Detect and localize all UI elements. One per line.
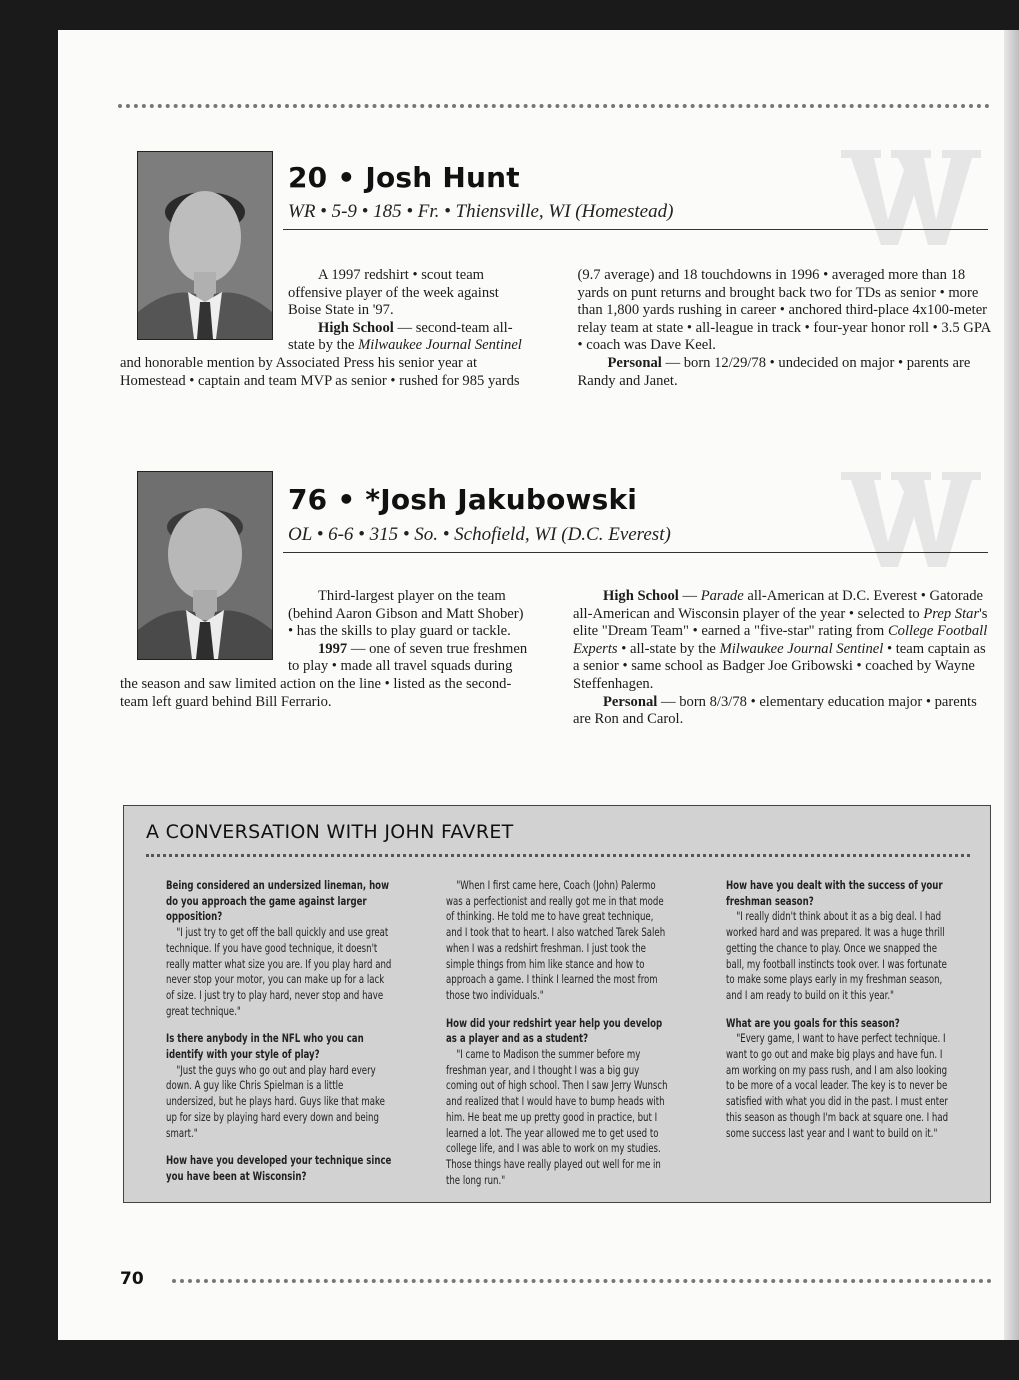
question: What are you goals for this season? [726, 1016, 900, 1030]
sidebar-dotted-rule [146, 854, 970, 857]
answer: "Every game, I want to have perfect technique. I want to go out and make big plays and have fun. I am working on my pass rush, and I am also looking to be more of a vocal leader. The key is to never be satisfied with what you did in the past. I must enter this season as though I'm back at square one. I had some success last year and I want to build on it." [726, 1032, 949, 1140]
w-logo-icon [836, 140, 986, 250]
bio-hs-label: High School [318, 319, 394, 336]
answer: "Just the guys who go out and play hard every down. A guy like Chris Spielman is a little undersized, but he plays hard. Guys like that make up for size by playing hard every down and being smart." [166, 1063, 385, 1140]
player-details: OL • 6-6 • 315 • So. • Schofield, WI (D.C. Everest) [288, 524, 671, 545]
bio-personal-text: — born 8/3/78 • elementary education major • parents are Ron and Carol. [573, 693, 977, 728]
question: Is there anybody in the NFL who you can identify with your style of play? [166, 1032, 364, 1062]
photo-wrap-spacer [120, 267, 288, 339]
bio-hs-parade: Parade [700, 588, 744, 604]
question: How did your redshirt year help you develop as a player and as a student? [446, 1016, 663, 1046]
bio-1997-label: 1997 [318, 640, 348, 657]
bottom-dotted-rule [172, 1279, 992, 1283]
question: How have you developed your technique since you have been at Wisconsin? [166, 1154, 392, 1183]
bio-hs-text: — [678, 588, 701, 604]
question: Being considered an undersized lineman, how do you approach the game against larger opposition? [166, 879, 390, 924]
bio-intro: A 1997 redshirt • scout team offensive player of the week against Boise State in '97. [288, 267, 499, 319]
bio-hs-pub: Milwaukee Journal Sentinel [358, 337, 522, 354]
bio-hs-text: • all-state by the [617, 640, 720, 657]
bio-personal-label: Personal [607, 354, 662, 371]
player-bio [120, 267, 992, 417]
bio-personal-text: — born 12/29/78 • undecided on major • parents are Randy and Janet. [577, 354, 971, 389]
player-bio-right [573, 588, 992, 729]
bio-hs-text: all-American at D.C. Everest • Gatorade all-American and Wisconsin player of the year • selected to [573, 588, 984, 622]
player-divider [283, 552, 988, 553]
question: How have you dealt with the success of your freshman season? [726, 879, 943, 908]
sidebar-column-3 [726, 878, 952, 1153]
bio-hs-cfe: College Football Experts [573, 623, 988, 657]
answer: "When I first came here, Coach (John) Palermo was a perfectionist and really got me in that mode of thinking. He told me to have great technique, and I took that to heart. I also watched Tarek Saleh when I was a redshirt freshman. I just took the simple things from him like stance and how to approach a game. I think I learned the most from those two individuals." [446, 879, 666, 1002]
answer: "I just try to get off the ball quickly and use great technique. If you have good technique, it doesn't really matter what size you are. If you play hard and never stop your motor, you can make up for a lack of size. I just try to play hard, never stop and have great technique." [166, 926, 392, 1018]
bio-intro: Third-largest player on the team (behind Aaron Gibson and Matt Shober) • has the skills to play guard or tackle. [288, 588, 524, 640]
bio-hs-text: 's elite "Dream Team" • earned a "five-star" rating from [573, 605, 988, 640]
top-dotted-rule [118, 104, 990, 108]
bio-hs-text: • team captain as a senior • same school as Badger Joe Gribowski • coached by Wayne Steffenhagen. [573, 640, 986, 692]
sidebar-title: A CONVERSATION WITH JOHN FAVRET [146, 821, 514, 843]
sidebar-column-2 [446, 878, 672, 1200]
page-edge [1004, 30, 1019, 1340]
player-name-heading: 76 • *Josh Jakubowski [288, 483, 638, 516]
answer: "I came to Madison the summer before my freshman year, and I thought I was a big guy coming out of high school. Then I saw Jerry Wunsch and realized that I would have to bump heads with him. He beat me up pretty good in practice, but I learned a lot. The year allowed me to get used to college life, and I was able to work on my studies. Those things have really played out well for me in the long run." [446, 1048, 668, 1187]
sidebar-column-1 [166, 878, 392, 1185]
conversation-sidebar [123, 805, 991, 1203]
bio-hs-mjs: Milwaukee Journal Sentinel [719, 640, 884, 657]
bio-1997-text: — one of seven true freshmen to play • made all travel squads during the season and saw limited action on the line • listed as the second-team left guard behind Bill Ferrario. [120, 640, 528, 710]
player-name-heading: 20 • Josh Hunt [288, 161, 520, 194]
page-number: 70 [120, 1269, 144, 1289]
bio-high-school [573, 588, 992, 694]
photo-wrap-spacer [120, 588, 288, 660]
bio-hs-label: High School [603, 588, 679, 604]
bio-personal-label: Personal [603, 693, 658, 710]
bio-hs-text: — second-team all-state by the [288, 319, 513, 354]
bio-hs-text: and honorable mention by Associated Press his senior year at Homestead • captain and team MVP as senior • rushed for 985 yards (9.7 average) and 18 touchdowns in 1996 • averaged more than 18 yards on punt returns and brought back two for TDs as senior • more than 1,800 yards rushing in career • anchored third-place 4x100-meter relay team at state • all-league in track • four-year honor roll • 3.5 GPA • coach was Dave Keel. [120, 267, 991, 389]
bio-personal [578, 355, 993, 390]
answer: "I really didn't think about it as a big deal. I had worked hard and was prepared. It was a huge thrill getting the chance to play. Once we snapped the ball, my football instincts took over. I was fortunate to make some plays early in my freshman season, and I am ready to build on it this year." [726, 910, 947, 1002]
w-logo-icon [836, 462, 986, 572]
player-details: WR • 5-9 • 185 • Fr. • Thiensville, WI (Homestead) [288, 201, 674, 222]
bio-personal [573, 694, 992, 729]
bio-hs-prepstar: Prep Star [923, 605, 980, 622]
player-bio [120, 588, 530, 711]
player-divider [283, 229, 988, 230]
